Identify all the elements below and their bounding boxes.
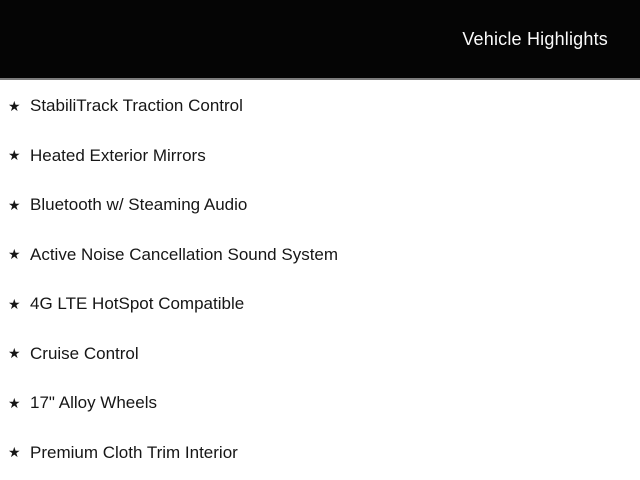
feature-text: Premium Cloth Trim Interior <box>30 442 238 462</box>
list-item <box>8 279 640 329</box>
feature-text: Cruise Control <box>30 343 139 363</box>
list-item <box>8 378 640 428</box>
feature-text: Bluetooth w/ Steaming Audio <box>30 195 248 215</box>
feature-text: Heated Exterior Mirrors <box>30 145 206 165</box>
header-bar <box>0 0 640 80</box>
list-item <box>8 81 640 131</box>
feature-text: 4G LTE HotSpot Compatible <box>30 294 245 314</box>
list-item <box>8 131 640 181</box>
vehicle-highlights-list <box>0 80 640 477</box>
star-icon: ★ <box>8 147 21 164</box>
list-item <box>8 428 640 478</box>
feature-text: StabiliTrack Traction Control <box>30 96 243 116</box>
star-icon: ★ <box>8 444 21 461</box>
star-icon: ★ <box>8 394 21 411</box>
list-item <box>8 180 640 230</box>
list-item <box>8 329 640 379</box>
star-icon: ★ <box>8 246 21 263</box>
list-item <box>8 230 640 280</box>
star-icon: ★ <box>8 345 21 362</box>
star-icon: ★ <box>8 295 21 312</box>
feature-text: Active Noise Cancellation Sound System <box>30 244 339 264</box>
star-icon: ★ <box>8 196 21 213</box>
feature-text: 17" Alloy Wheels <box>30 393 157 413</box>
page-title: Vehicle Highlights <box>462 28 608 49</box>
star-icon: ★ <box>8 97 21 114</box>
